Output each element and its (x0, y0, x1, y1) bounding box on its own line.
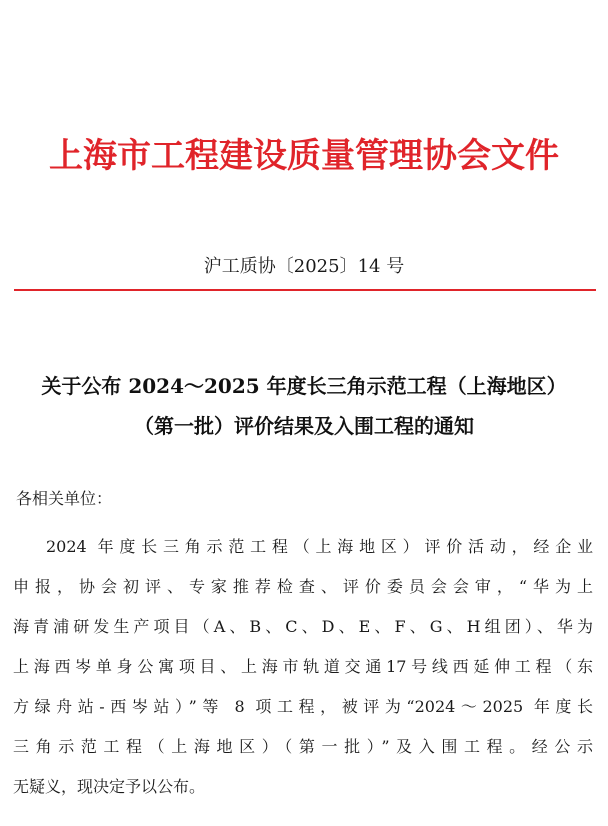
notice-title-line-2: （第一批）评价结果及入围工程的通知 (134, 414, 474, 438)
body-paragraph-line: 海青浦研发生产项目（A、B、C、D、E、F、G、H组团）、华为 (13, 617, 593, 636)
body-paragraph-line: 方绿舟站-西岑站）”等 8 项工程，被评为“2024～2025 年度长 (13, 697, 593, 716)
body-paragraph-line: 无疑义，现决定予以公布。 (13, 777, 206, 796)
body-paragraph-line: 2024 年度长三角示范工程（上海地区）评价活动，经企业 (46, 537, 593, 556)
organization-title: 上海市工程建设质量管理协会文件 (49, 136, 559, 176)
body-paragraph-line: 上海西岑单身公寓项目、上海市轨道交通17号线西延伸工程（东 (13, 657, 593, 676)
salutation: 各相关单位： (16, 489, 113, 508)
body-paragraph-line: 三角示范工程（上海地区）（第一批）”及入围工程。经公示 (13, 737, 593, 756)
red-divider-line (14, 289, 596, 291)
document-number: 沪工质协〔2025〕14 号 (203, 256, 405, 277)
body-paragraph-line: 申报，协会初评、专家推荐检查、评价委员会会审，“华为上 (13, 577, 593, 596)
notice-title-line-1: 关于公布 2024～2025 年度长三角示范工程（上海地区） (41, 374, 567, 398)
